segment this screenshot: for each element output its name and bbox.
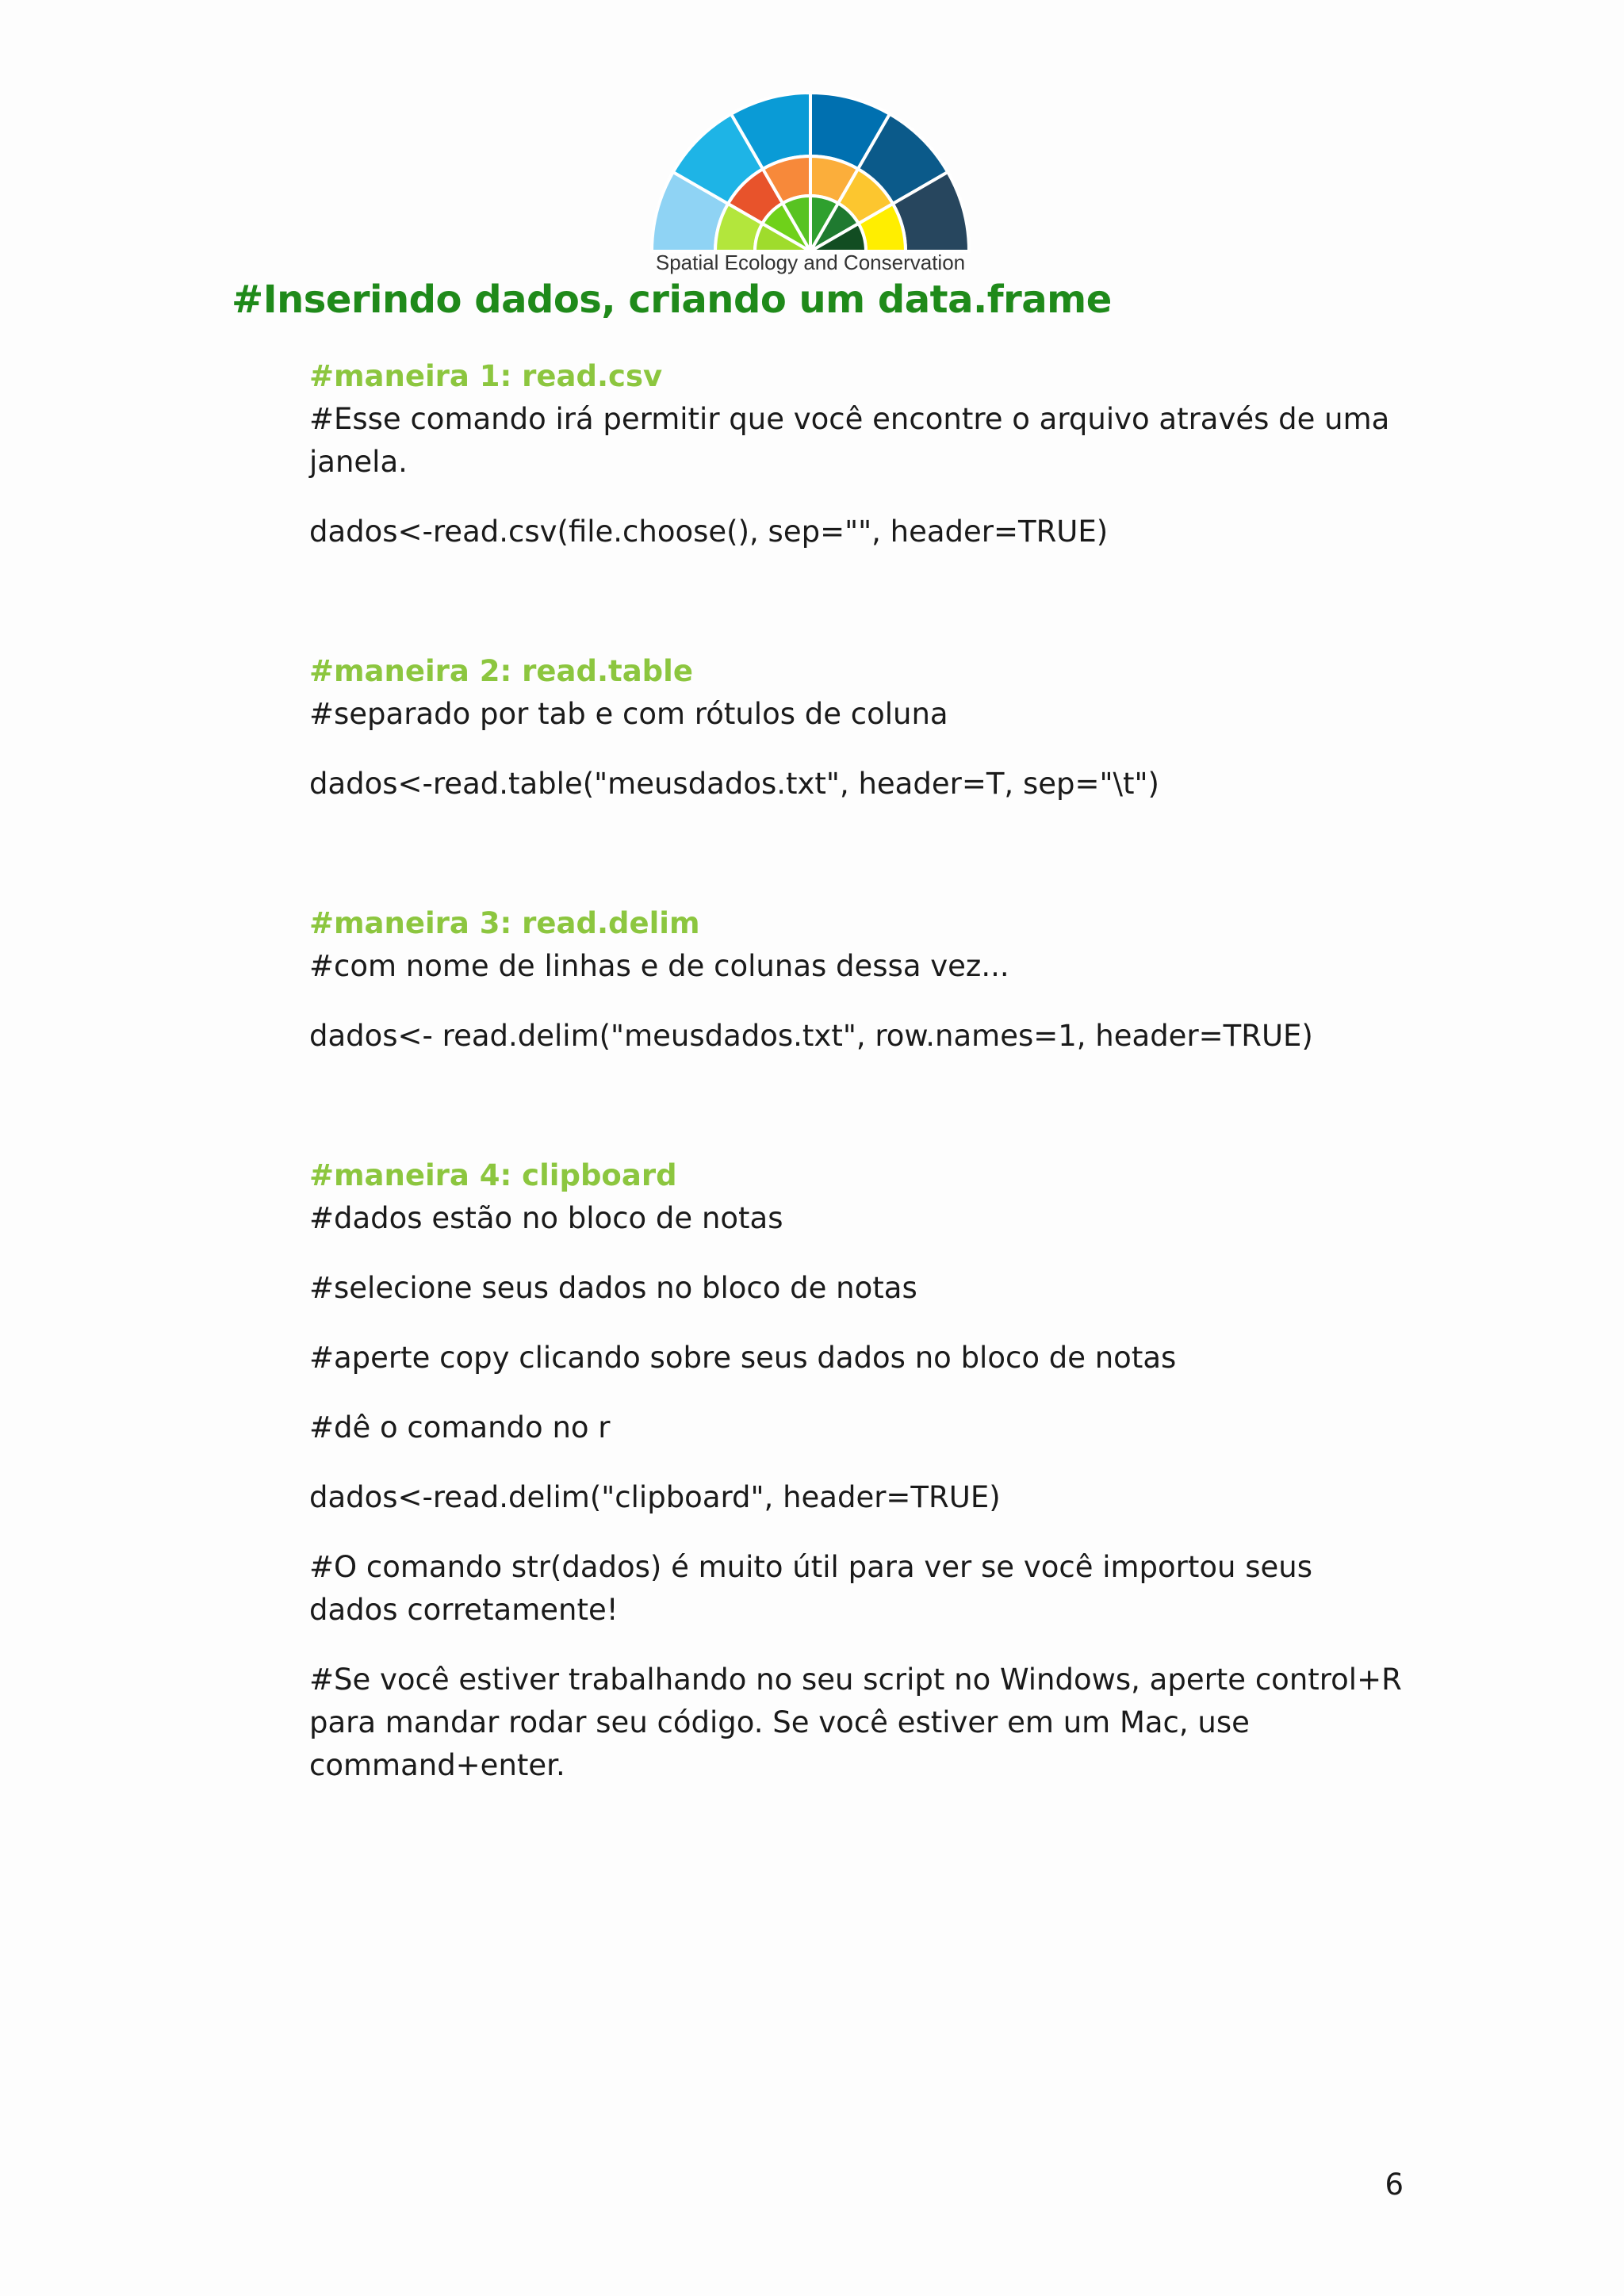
section-heading: #maneira 2: read.table [309,654,693,688]
comment-line: #Se você estiver trabalhando no seu script no Windows, aperte control+R para mandar rodar seu código. Se você estiver em um Mac, use command+enter. [309,1663,1402,1782]
code-line: dados<-read.table("meusdados.txt", header=T, sep="\t") [309,767,1159,801]
section-read-csv [309,355,1404,553]
comment-line: #dados estão no bloco de notas [309,1201,783,1235]
semicircle-emblem-icon [644,89,977,255]
comment-line: #selecione seus dados no bloco de notas [309,1271,917,1305]
comment-line: #O comando str(dados) é muito útil para ver se você importou seus dados corretamente! [309,1550,1313,1627]
section-heading: #maneira 3: read.delim [309,906,700,940]
section-read-table [309,650,1404,806]
section-spacer [309,832,1404,902]
section-spacer [309,1085,1404,1154]
section-read-delim [309,902,1404,1058]
logo-caption: Spatial Ecology and Conservation [655,251,966,274]
comment-line: #com nome de linhas e de colunas dessa vez... [309,949,1009,983]
section-heading: #maneira 4: clipboard [309,1158,677,1192]
page-title: #Inserindo dados, criando um data.frame [232,277,1112,322]
section-spacer [309,580,1404,650]
code-line: dados<-read.csv(file.choose(), sep="", header=TRUE) [309,515,1109,549]
document-body [309,355,1404,1814]
comment-line: #dê o comando no r [309,1410,611,1445]
section-clipboard [309,1154,1404,1787]
code-line: dados<-read.delim("clipboard", header=TRUE) [309,1480,1001,1514]
section-heading: #maneira 1: read.csv [309,359,663,393]
comment-line: #separado por tab e com rótulos de coluna [309,697,948,731]
comment-line: #Esse comando irá permitir que você encontre o arquivo através de uma janela. [309,402,1390,479]
page-number: 6 [1385,2168,1404,2202]
comment-line: #aperte copy clicando sobre seus dados no bloco de notas [309,1341,1177,1375]
spatial-ecology-logo [644,89,977,287]
code-line: dados<- read.delim("meusdados.txt", row.names=1, header=TRUE) [309,1019,1313,1053]
